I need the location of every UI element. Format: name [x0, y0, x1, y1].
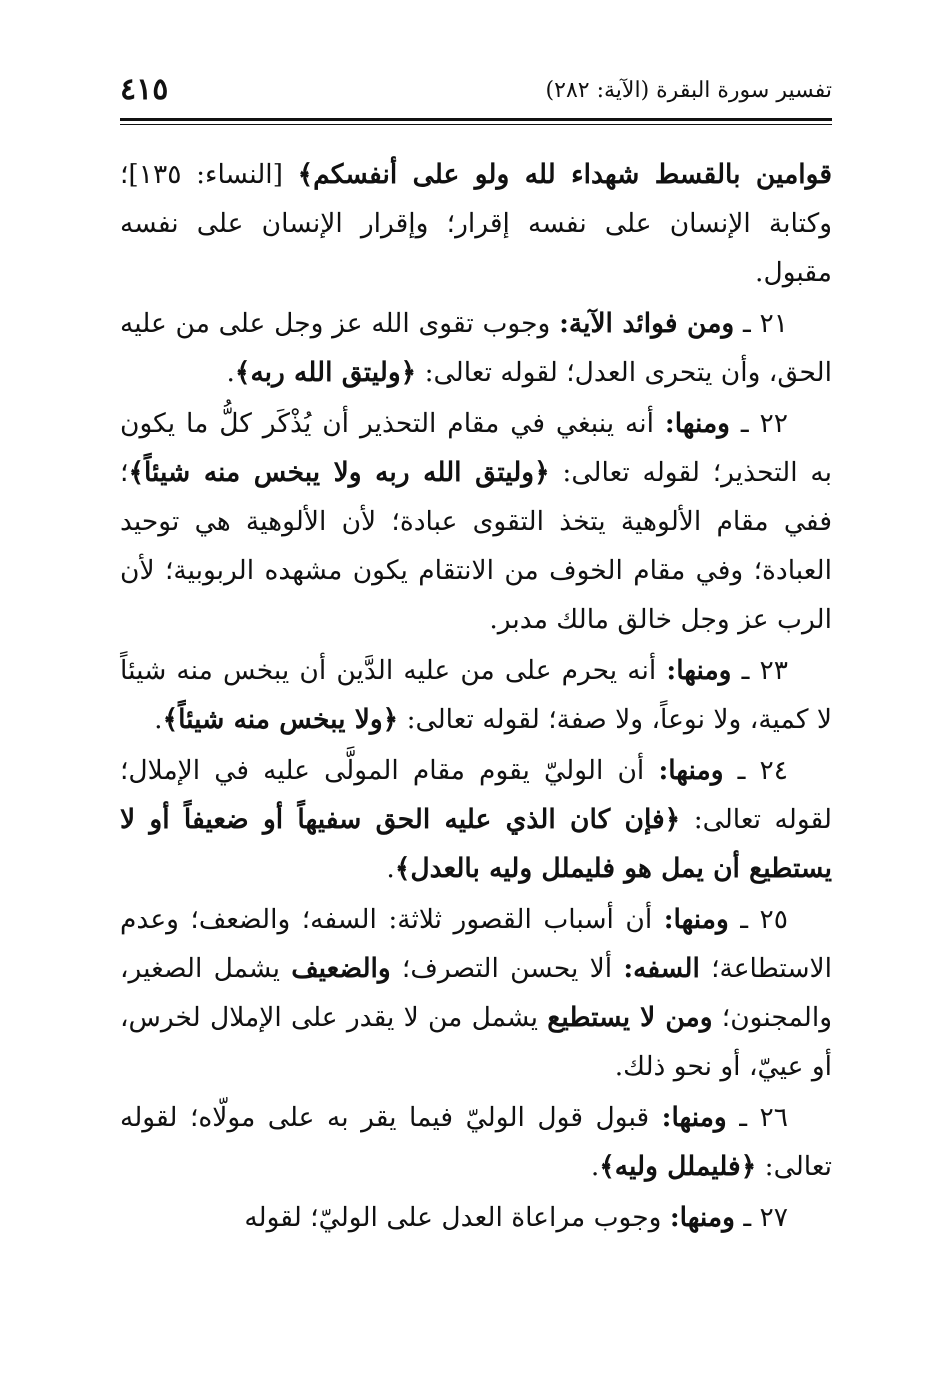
text-run: أنه ينبغي في مقام التحذير أن يُذْكَر كلُّ ما يكون به التحذير؛ لقوله تعالى:	[120, 408, 832, 488]
text-run: أنه يحرم على من عليه الدَّين أن يبخس منه شيئاً لا كمية، ولا نوعاً، ولا صفة؛ لقوله تعالى:	[120, 655, 832, 735]
paragraph	[120, 895, 832, 1091]
text-run: .	[590, 1151, 600, 1182]
text-run: ؛ ففي مقام الألوهية يتخذ التقوى عبادة؛ لأن الألوهية هي توحيد العبادة؛ وفي مقام الخوف من الانتقام يكون مشهده الربوبية؛ لأن الرب عز وجل خالق مالك مدبر.	[120, 457, 832, 635]
text-run: يشمل الصغير، والمجنون؛	[120, 953, 833, 1033]
text-run: ٢٦ ـ	[726, 1102, 788, 1133]
header-rule-thick	[120, 118, 832, 121]
paragraph	[120, 399, 832, 644]
bold-text: ﴿وليتق الله ربه﴾	[234, 357, 417, 388]
text-run: ٢٧ ـ	[734, 1202, 788, 1233]
text-run: وجوب مراعاة العدل على الوليّ؛ لقوله	[244, 1202, 670, 1233]
text-run: [النساء: ١٣٥]؛ وكتابة الإنسان على نفسه إقرار؛ وإقرار الإنسان على نفسه مقبول.	[120, 159, 832, 288]
text-run: ٢٣ ـ	[731, 655, 788, 686]
text-run: ٢٤ ـ	[723, 755, 788, 786]
header-rule-thin	[120, 124, 832, 125]
bold-text: السفه:	[623, 953, 700, 984]
paragraph	[120, 646, 832, 744]
bold-text: ومنها:	[669, 1202, 735, 1233]
text-run: .	[386, 853, 395, 884]
text-run: قبول قول الوليّ فيما يقر به على مولّاه؛ لقوله تعالى:	[120, 1102, 832, 1182]
text-run: ٢٢ ـ	[729, 408, 788, 439]
bold-text: ومنها:	[666, 655, 732, 686]
text-run: يشمل من لا يقدر على الإملال لخرس، أو عييّ، أو نحو ذلك.	[120, 1002, 832, 1082]
page-body	[120, 150, 832, 1244]
bold-text: ومن فوائد الآية:	[559, 308, 735, 339]
bold-text: ﴿فإن كان الذي عليه الحق سفيهاً أو ضعيفاً أو لا يستطيع أن يمل هو فليملل وليه بالعدل﴾	[120, 804, 832, 884]
bold-text: ﴿ولا يبخس منه شيئاً﴾	[162, 704, 399, 735]
bold-text: ﴿وليتق الله ربه ولا يبخس منه شيئاً﴾	[128, 457, 550, 488]
paragraph	[120, 746, 832, 893]
text-run: أن الوليّ يقوم مقام المولَّى عليه في الإملال؛ لقوله تعالى:	[120, 755, 832, 835]
text-run: .	[154, 704, 163, 735]
paragraph	[120, 299, 832, 397]
bold-text: ومن لا يستطيع	[547, 1002, 713, 1033]
page-header	[120, 72, 832, 112]
bold-text: ومنها:	[661, 1102, 727, 1133]
paragraph	[120, 1193, 832, 1242]
running-header-title: تفسير سورة البقرة (الآية: ٢٨٢)	[545, 78, 832, 103]
text-run: أن أسباب القصور ثلاثة: السفه؛ والضعف؛ وعدم الاستطاعة؛	[120, 904, 832, 984]
bold-text: قوامين بالقسط شهداء لله ولو على أنفسكم﴾	[297, 159, 832, 190]
text-run: ٢١ ـ	[734, 308, 788, 339]
page-number: ٤١٥	[120, 72, 169, 107]
text-run: .	[226, 357, 235, 388]
text-run: وجوب تقوى الله عز وجل على من عليه الحق، وأن يتحرى العدل؛ لقوله تعالى:	[120, 308, 832, 388]
paragraph	[120, 150, 832, 297]
bold-text: والضعيف	[291, 953, 391, 984]
bold-text: ومنها:	[658, 755, 724, 786]
bold-text: ومنها:	[663, 904, 729, 935]
text-run: ألا يحسن التصرف؛	[390, 953, 624, 984]
bold-text: ومنها:	[664, 408, 730, 439]
text-run: ٢٥ ـ	[728, 904, 788, 935]
paragraph	[120, 1093, 832, 1191]
bold-text: ﴿فليملل وليه﴾	[599, 1151, 757, 1182]
